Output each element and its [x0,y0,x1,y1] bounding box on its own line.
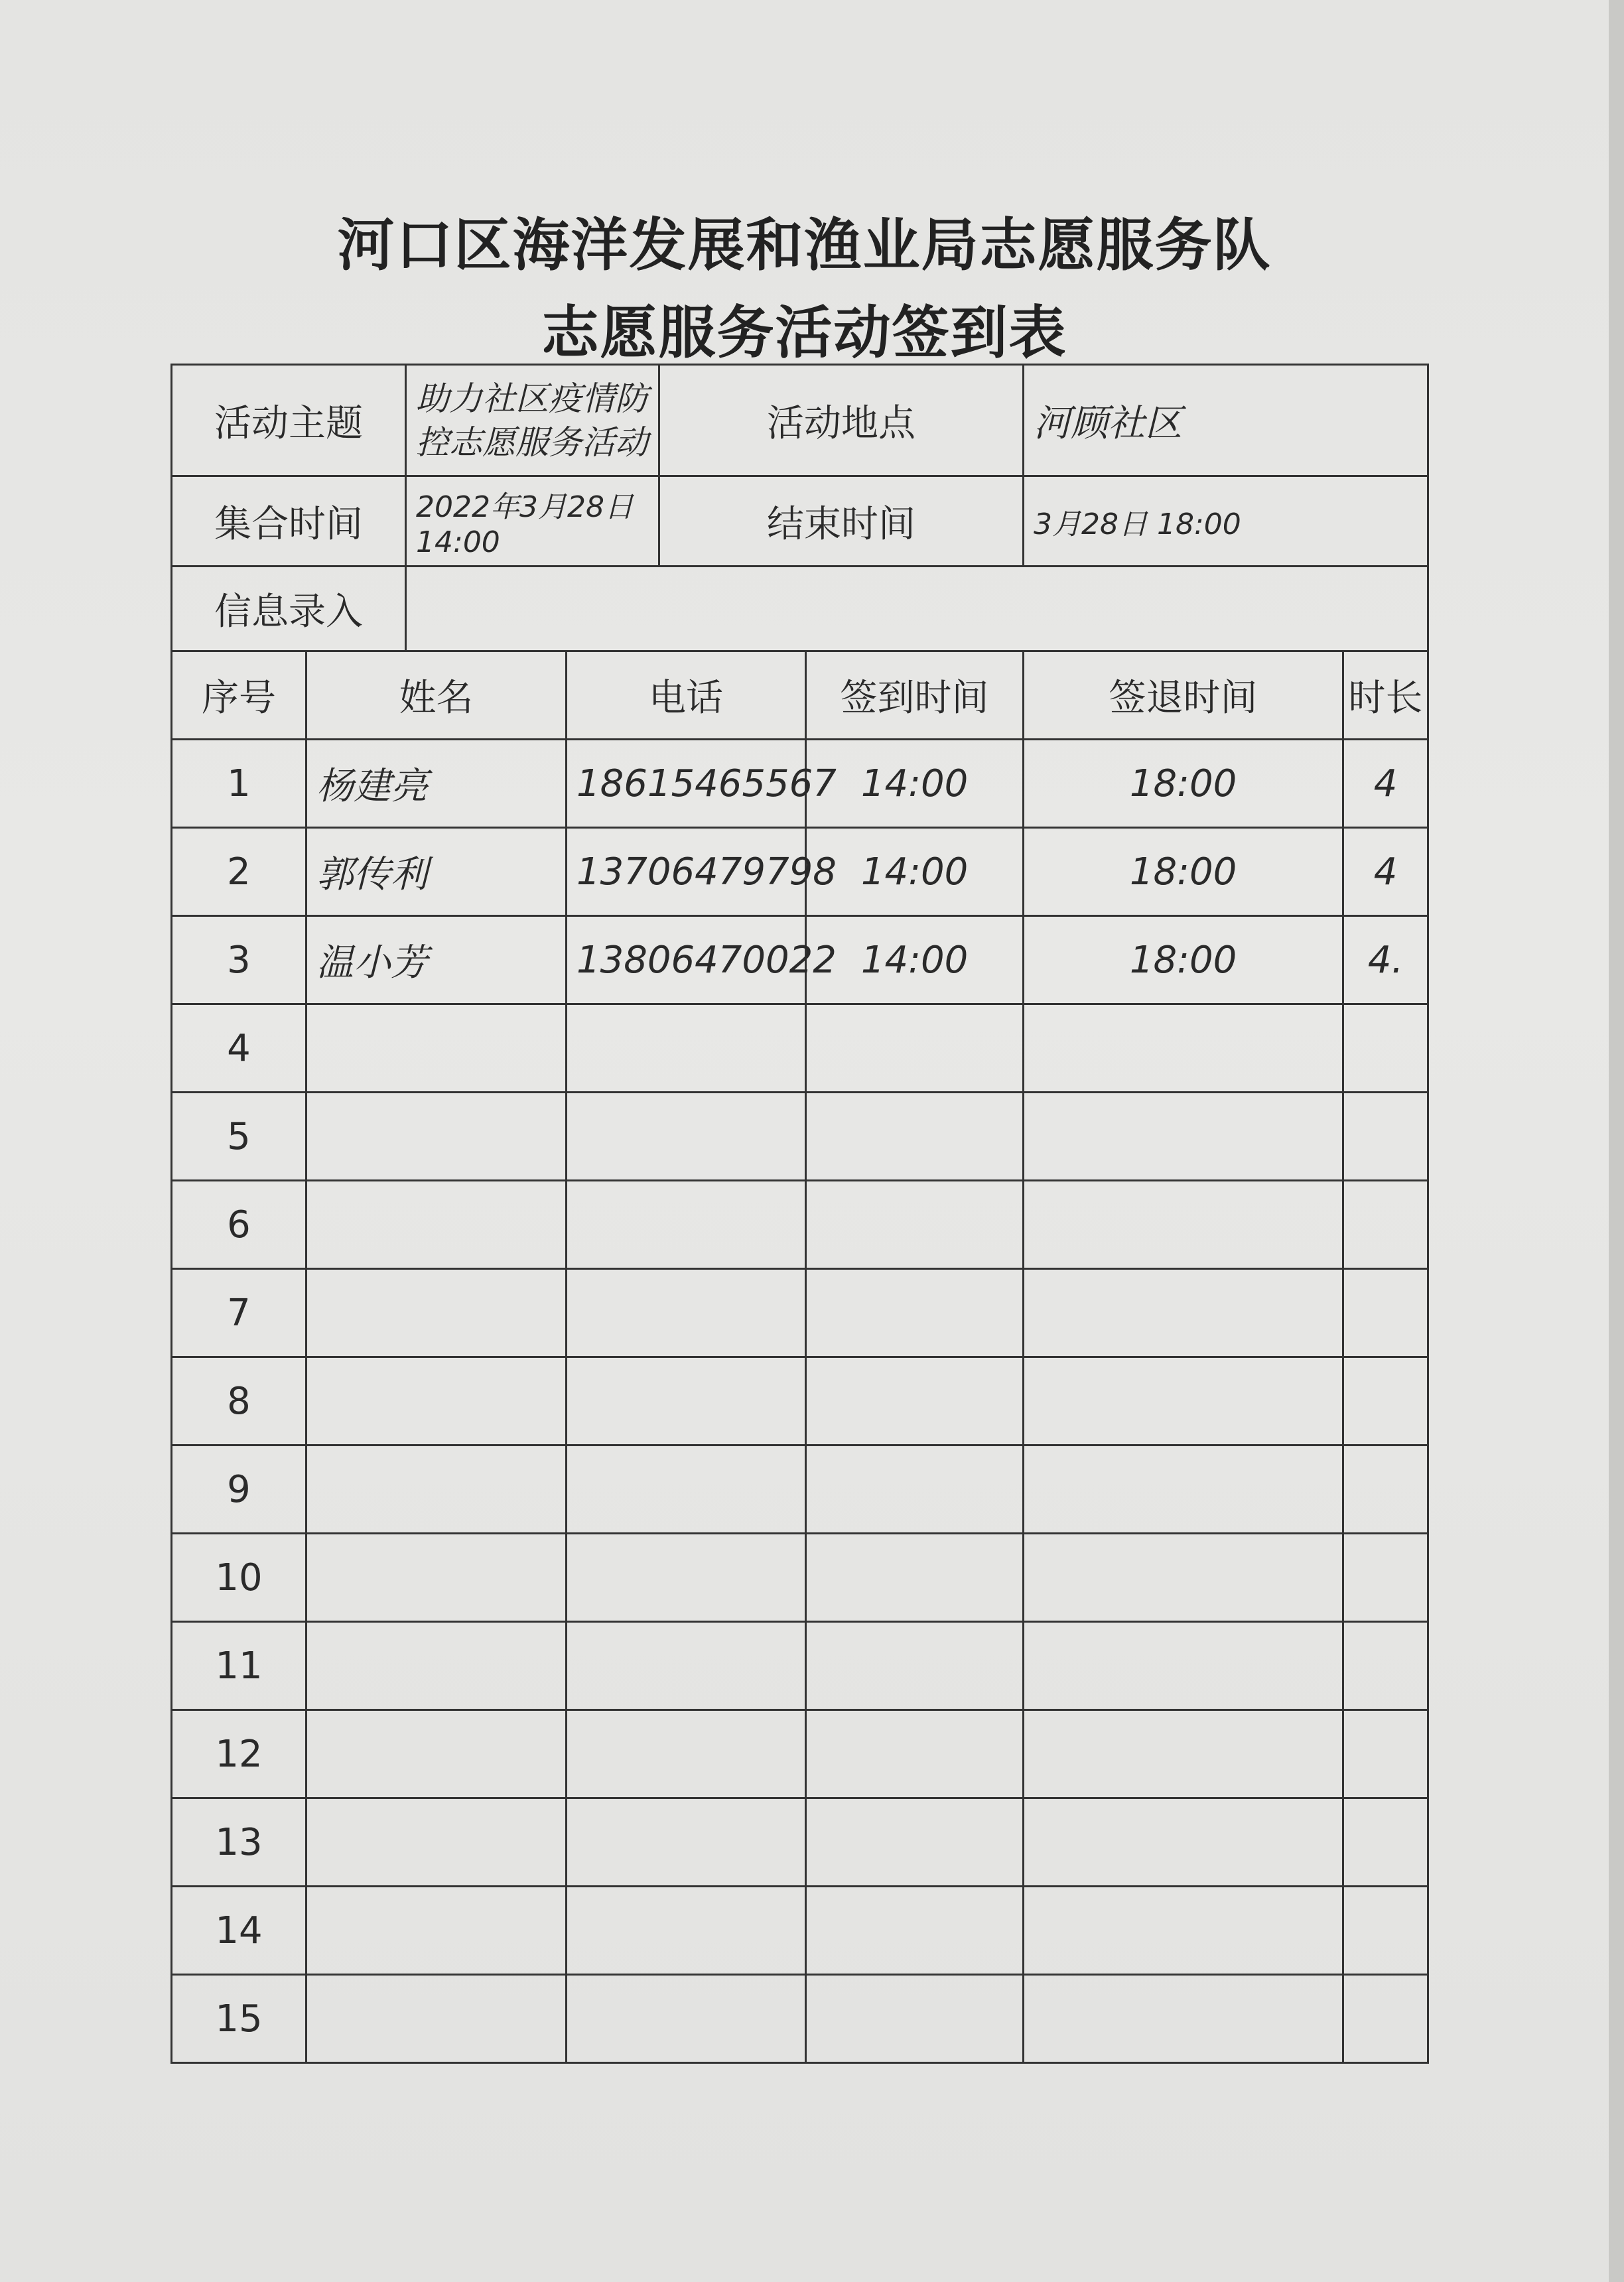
row-phone [567,1357,806,1445]
col-header-checkout: 签退时间 [1024,651,1343,740]
col-header-no: 序号 [172,651,306,740]
row-name [306,1445,567,1534]
row-duration [1343,1093,1428,1181]
row-name [306,1622,567,1710]
row-name [306,1004,567,1093]
row-duration [1343,1887,1428,1975]
row-phone [567,1181,806,1269]
row-duration [1343,1798,1428,1887]
end-time-value: 3月28日 18:00 [1024,476,1428,567]
row-phone [567,1887,806,1975]
row-duration: 4 [1343,740,1428,828]
col-header-phone: 电话 [567,651,806,740]
table-row [172,1269,1428,1357]
row-duration [1343,1357,1428,1445]
row-number: 12 [172,1710,306,1798]
row-number: 4 [172,1004,306,1093]
row-checkout [1024,1269,1343,1357]
record-value [406,567,1428,651]
row-number: 1 [172,740,306,828]
table-row [172,916,1428,1004]
row-checkout [1024,1004,1343,1093]
row-phone: 13806470022 [567,916,806,1004]
row-number: 6 [172,1181,306,1269]
table-row [172,740,1428,828]
table-body [172,740,1428,2063]
row-phone [567,1710,806,1798]
end-time-label: 结束时间 [659,476,1024,567]
paper-edge [1609,0,1624,2282]
row-duration: 4. [1343,916,1428,1004]
row-name [306,1357,567,1445]
row-checkin [806,1093,1024,1181]
row-checkin [806,1445,1024,1534]
table-row [172,828,1428,916]
table-row [172,1798,1428,1887]
row-name: 郭传利 [306,828,567,916]
row-phone: 13706479798 [567,828,806,916]
row-name [306,1534,567,1622]
record-label: 信息录入 [172,567,406,651]
row-name: 温小芳 [306,916,567,1004]
row-number: 3 [172,916,306,1004]
theme-value: 助力社区疫情防控志愿服务活动 [406,365,659,476]
table-row [172,1622,1428,1710]
row-checkin [806,1887,1024,1975]
location-value: 河顾社区 [1024,365,1428,476]
table-row [172,1534,1428,1622]
row-checkout [1024,1357,1343,1445]
row-checkin [806,1357,1024,1445]
row-checkout: 18:00 [1024,828,1343,916]
row-checkin [806,1798,1024,1887]
location-label: 活动地点 [659,365,1024,476]
form-subtitle: 志愿服务活动签到表 [541,300,1067,366]
row-phone [567,1534,806,1622]
table-row [172,1093,1428,1181]
row-number: 2 [172,828,306,916]
row-name [306,1093,567,1181]
row-name: 杨建亮 [306,740,567,828]
row-name [306,1269,567,1357]
table-row [172,1004,1428,1093]
row-checkin [806,1269,1024,1357]
row-duration [1343,1181,1428,1269]
row-checkin: 14:00 [806,828,1024,916]
row-duration [1343,1975,1428,2063]
row-number: 15 [172,1975,306,2063]
row-duration [1343,1004,1428,1093]
row-number: 11 [172,1622,306,1710]
row-phone [567,1269,806,1357]
row-duration [1343,1445,1428,1534]
row-number: 5 [172,1093,306,1181]
row-name [306,1975,567,2063]
table-row [172,1181,1428,1269]
table-row [172,1357,1428,1445]
row-phone [567,1975,806,2063]
row-number: 9 [172,1445,306,1534]
table-row [172,1887,1428,1975]
col-header-checkin: 签到时间 [806,651,1024,740]
table-row [172,1975,1428,2063]
row-checkin [806,1004,1024,1093]
col-header-duration: 时长 [1343,651,1428,740]
row-name [306,1710,567,1798]
row-checkin [806,1710,1024,1798]
row-name [306,1798,567,1887]
row-duration: 4 [1343,828,1428,916]
theme-label: 活动主题 [172,365,406,476]
row-checkout [1024,1798,1343,1887]
row-phone: 18615465567 [567,740,806,828]
row-phone [567,1798,806,1887]
row-checkin: 14:00 [806,740,1024,828]
row-checkout [1024,1710,1343,1798]
row-checkout: 18:00 [1024,916,1343,1004]
row-number: 7 [172,1269,306,1357]
gather-time-value: 2022年3月28日 14:00 [406,476,659,567]
row-number: 13 [172,1798,306,1887]
row-number: 14 [172,1887,306,1975]
row-phone [567,1445,806,1534]
row-checkout [1024,1534,1343,1622]
row-duration [1343,1710,1428,1798]
row-number: 10 [172,1534,306,1622]
row-duration [1343,1534,1428,1622]
row-checkout [1024,1093,1343,1181]
row-checkout [1024,1622,1343,1710]
row-checkin [806,1181,1024,1269]
row-number: 8 [172,1357,306,1445]
row-phone [567,1622,806,1710]
row-checkout [1024,1181,1343,1269]
row-duration [1343,1622,1428,1710]
row-checkin [806,1534,1024,1622]
row-duration [1343,1269,1428,1357]
row-name [306,1181,567,1269]
table-row [172,1445,1428,1534]
row-checkout [1024,1445,1343,1534]
row-checkin: 14:00 [806,916,1024,1004]
signin-form [170,364,1429,2064]
row-phone [567,1004,806,1093]
form-title: 河口区海洋发展和渔业局志愿服务队 [337,212,1272,279]
row-checkin [806,1975,1024,2063]
row-checkout [1024,1887,1343,1975]
col-header-name: 姓名 [306,651,567,740]
gather-time-label: 集合时间 [172,476,406,567]
row-checkout: 18:00 [1024,740,1343,828]
row-checkin [806,1622,1024,1710]
row-checkout [1024,1975,1343,2063]
row-name [306,1887,567,1975]
table-row [172,1710,1428,1798]
row-phone [567,1093,806,1181]
